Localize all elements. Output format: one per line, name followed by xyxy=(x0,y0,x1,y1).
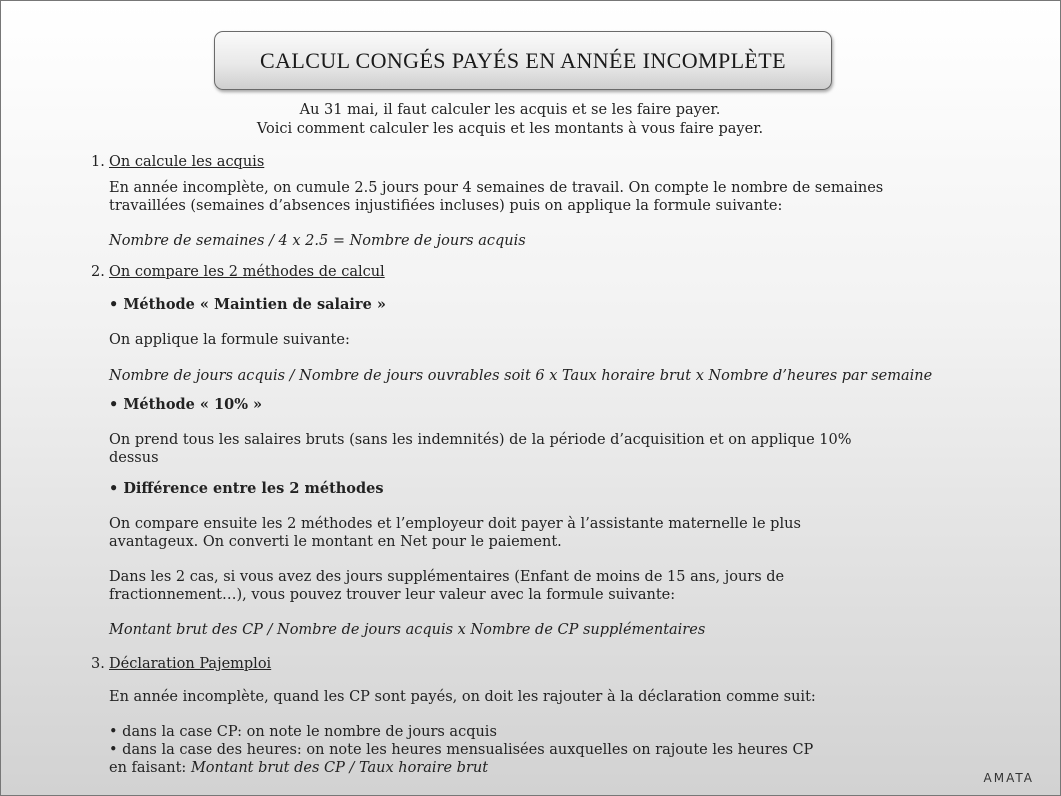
section-3-bullet-3 xyxy=(109,759,488,777)
section-3-bullet-3-formula: Montant brut des CP / Taux horaire brut xyxy=(190,760,489,776)
section-1-formula: Nombre de semaines / 4 x 2.5 = Nombre de jours acquis xyxy=(109,233,526,249)
page-title: CALCUL CONGÉS PAYÉS EN ANNÉE INCOMPLÈTE xyxy=(260,47,786,73)
method-diff-line-4: fractionnement…), vous pouvez trouver leur valeur avec la formule suivante: xyxy=(109,587,676,603)
section-2-heading: On compare les 2 méthodes de calcul xyxy=(109,264,385,280)
method-maintien-title: • Méthode « Maintien de salaire » xyxy=(109,296,386,313)
section-3-para: En année incomplète, quand les CP sont payés, on doit les rajouter à la déclaration comme suit: xyxy=(109,689,816,705)
method-10-title: • Méthode « 10% » xyxy=(109,396,263,413)
section-2-number: 2. xyxy=(91,264,105,280)
intro-line-2: Voici comment calculer les acquis et les montants à vous faire payer. xyxy=(256,121,764,137)
method-10-line-2: dessus xyxy=(109,450,159,466)
section-3-bullet-2: • dans la case des heures: on note les heures mensualisées auxquelles on rajoute les heures CP xyxy=(109,742,814,758)
section-1-heading: On calcule les acquis xyxy=(109,154,265,170)
method-diff-line-2: avantageux. On converti le montant en Net pour le paiement. xyxy=(109,534,562,550)
intro xyxy=(1,101,1019,139)
section-3-number: 3. xyxy=(91,656,105,672)
section-3-bullet-3-prefix: en faisant: xyxy=(109,760,191,776)
section-1-para-line-1: En année incomplète, on cumule 2.5 jours pour 4 semaines de travail. On compte le nombre de semaines xyxy=(109,180,884,196)
section-1-number: 1. xyxy=(91,154,105,170)
method-maintien-formula: Nombre de jours acquis / Nombre de jours ouvrables soit 6 x Taux horaire brut x Nombre d’heures par semaine xyxy=(109,368,933,384)
title-box xyxy=(214,31,832,90)
method-diff-title: • Différence entre les 2 méthodes xyxy=(109,480,384,497)
intro-line-1: Au 31 mai, il faut calculer les acquis et se les faire payer. xyxy=(299,102,721,118)
method-maintien-text: On applique la formule suivante: xyxy=(109,332,350,348)
method-diff-formula: Montant brut des CP / Nombre de jours acquis x Nombre de CP supplémentaires xyxy=(109,622,706,638)
method-diff-line-3: Dans les 2 cas, si vous avez des jours supplémentaires (Enfant de moins de 15 ans, jours de xyxy=(109,569,785,585)
section-3-heading: Déclaration Pajemploi xyxy=(109,656,272,672)
section-3-bullet-1: • dans la case CP: on note le nombre de jours acquis xyxy=(109,724,497,740)
method-10-line-1: On prend tous les salaires bruts (sans les indemnités) de la période d’acquisition et on applique 10% xyxy=(109,432,852,448)
signature: AMATA xyxy=(983,771,1034,785)
section-1-para-line-2: travaillées (semaines d’absences injustifiées incluses) puis on applique la formule suivante: xyxy=(109,198,783,214)
method-diff-line-1: On compare ensuite les 2 méthodes et l’employeur doit payer à l’assistante maternelle le plus xyxy=(109,516,801,532)
